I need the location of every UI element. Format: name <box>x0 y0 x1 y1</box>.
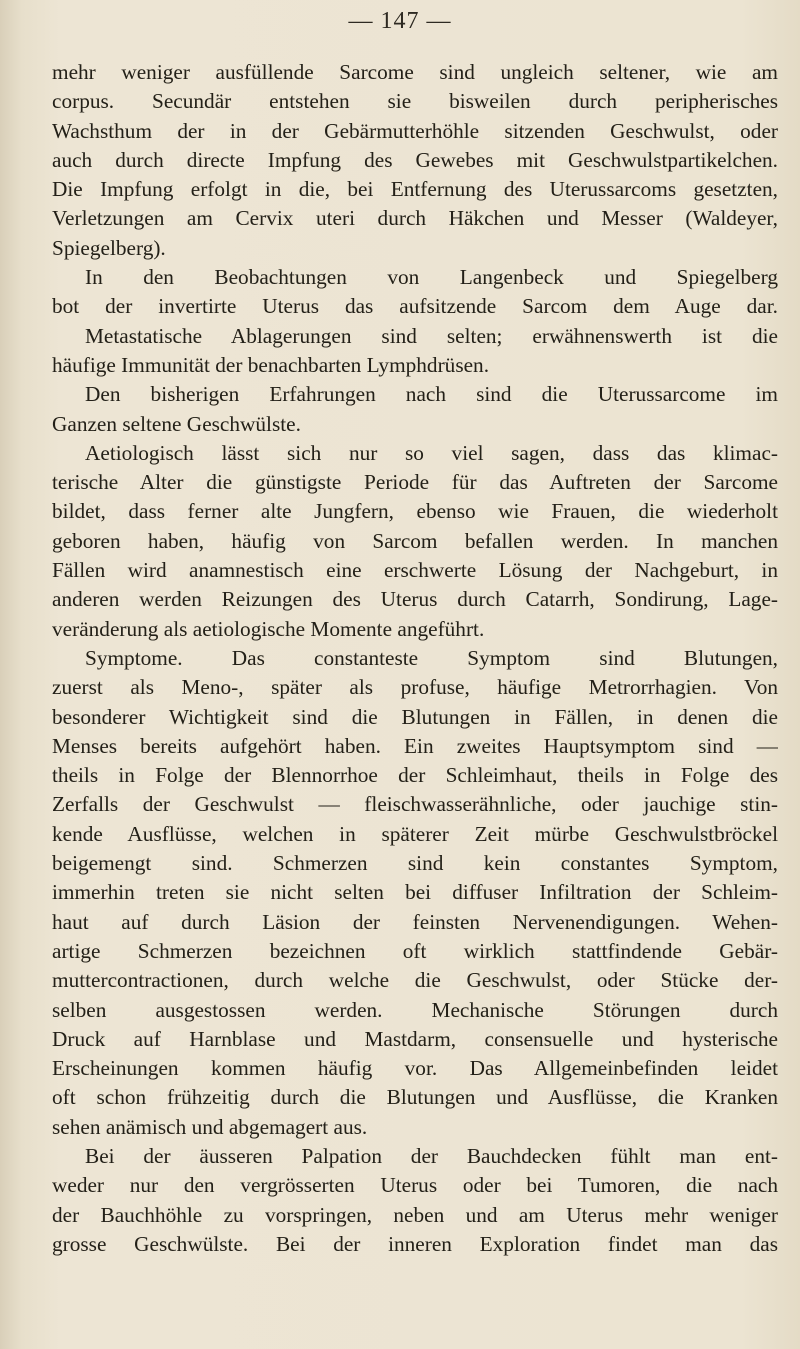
text-line: selben ausgestossen werden. Mechanische Störungen durch <box>52 997 778 1022</box>
text-line: muttercontractionen, durch welche die Geschwulst, oder Stücke der- <box>52 968 778 993</box>
text-line: corpus. Secundär entstehen sie bisweilen durch peripherisches <box>52 89 778 114</box>
text-line: Zerfalls der Geschwulst — fleischwasserähnliche, oder jauchige stin- <box>52 792 778 817</box>
text-line: sehen anämisch und abgemagert aus. <box>52 1114 368 1139</box>
text-line: In den Beobachtungen von Langenbeck und Spiegelberg <box>85 265 778 290</box>
text-line: immerhin treten sie nicht selten bei diffuser Infiltration der Schleim- <box>52 880 778 905</box>
text-line: oft schon frühzeitig durch die Blutungen und Ausflüsse, die Kranken <box>52 1085 778 1110</box>
text-line: Verletzungen am Cervix uteri durch Häkchen und Messer (Waldeyer, <box>52 206 778 231</box>
text-line: geboren haben, häufig von Sarcom befallen werden. In manchen <box>52 528 778 553</box>
text-line: bildet, dass ferner alte Jungfern, ebenso wie Frauen, die wiederholt <box>52 499 778 524</box>
text-line: Menses bereits aufgehört haben. Ein zweites Hauptsymptom sind — <box>52 733 778 758</box>
text-line: Fällen wird anamnestisch eine erschwerte Lösung der Nachgeburt, in <box>52 558 778 583</box>
text-line: Den bisherigen Erfahrungen nach sind die Uterussarcome im <box>85 382 778 407</box>
text-line: beigemengt sind. Schmerzen sind kein constantes Symptom, <box>52 851 778 876</box>
text-line: anderen werden Reizungen des Uterus durch Catarrh, Sondirung, Lage- <box>52 587 778 612</box>
page-number: — 147 — <box>348 8 452 34</box>
text-line: Aetiologisch lässt sich nur so viel sagen, dass das klimac- <box>85 440 778 465</box>
text-line: Spiegelberg). <box>52 235 166 260</box>
text-line: Symptome. Das constanteste Symptom sind Blutungen, <box>85 645 778 670</box>
text-line: Druck auf Harnblase und Mastdarm, consensuelle und hysterische <box>52 1026 778 1051</box>
text-line: artige Schmerzen bezeichnen oft wirklich stattfindende Gebär- <box>52 938 778 963</box>
text-line: haut auf durch Läsion der feinsten Nervenendigungen. Wehen- <box>52 909 778 934</box>
text-line: grosse Geschwülste. Bei der inneren Exploration findet man das <box>52 1231 778 1256</box>
text-line: Bei der äusseren Palpation der Bauchdecken fühlt man ent- <box>85 1143 778 1168</box>
body-text <box>52 58 778 1259</box>
text-line: häufige Immunität der benachbarten Lymphdrüsen. <box>52 352 490 377</box>
text-line: bot der invertirte Uterus das aufsitzende Sarcom dem Auge dar. <box>52 294 778 319</box>
text-line: weder nur den vergrösserten Uterus oder bei Tumoren, die nach <box>52 1173 778 1198</box>
text-line: besonderer Wichtigkeit sind die Blutungen in Fällen, in denen die <box>52 704 778 729</box>
text-line: Ganzen seltene Geschwülste. <box>52 411 301 436</box>
text-line: Erscheinungen kommen häufig vor. Das Allgemeinbefinden leidet <box>52 1056 778 1081</box>
text-line: auch durch directe Impfung des Gewebes mit Geschwulstpartikelchen. <box>52 147 778 172</box>
text-line: zuerst als Meno-, später als profuse, häufige Metrorrhagien. Von <box>52 675 778 700</box>
text-line: Die Impfung erfolgt in die, bei Entfernung des Uterussarcoms gesetzten, <box>52 177 778 202</box>
text-line: terische Alter die günstigste Periode für das Auftreten der Sarcome <box>52 470 778 495</box>
text-line: theils in Folge der Blennorrhoe der Schleimhaut, theils in Folge des <box>52 763 778 788</box>
text-line: Metastatische Ablagerungen sind selten; erwähnenswerth ist die <box>85 323 778 348</box>
text-line: Wachsthum der in der Gebärmutterhöhle sitzenden Geschwulst, oder <box>52 118 778 143</box>
text-line: der Bauchhöhle zu vorspringen, neben und am Uterus mehr weniger <box>52 1202 778 1227</box>
text-line: kende Ausflüsse, welchen in späterer Zeit mürbe Geschwulstbröckel <box>52 821 778 846</box>
text-line: veränderung als aetiologische Momente angeführt. <box>52 616 485 641</box>
text-line: mehr weniger ausfüllende Sarcome sind ungleich seltener, wie am <box>52 60 778 84</box>
